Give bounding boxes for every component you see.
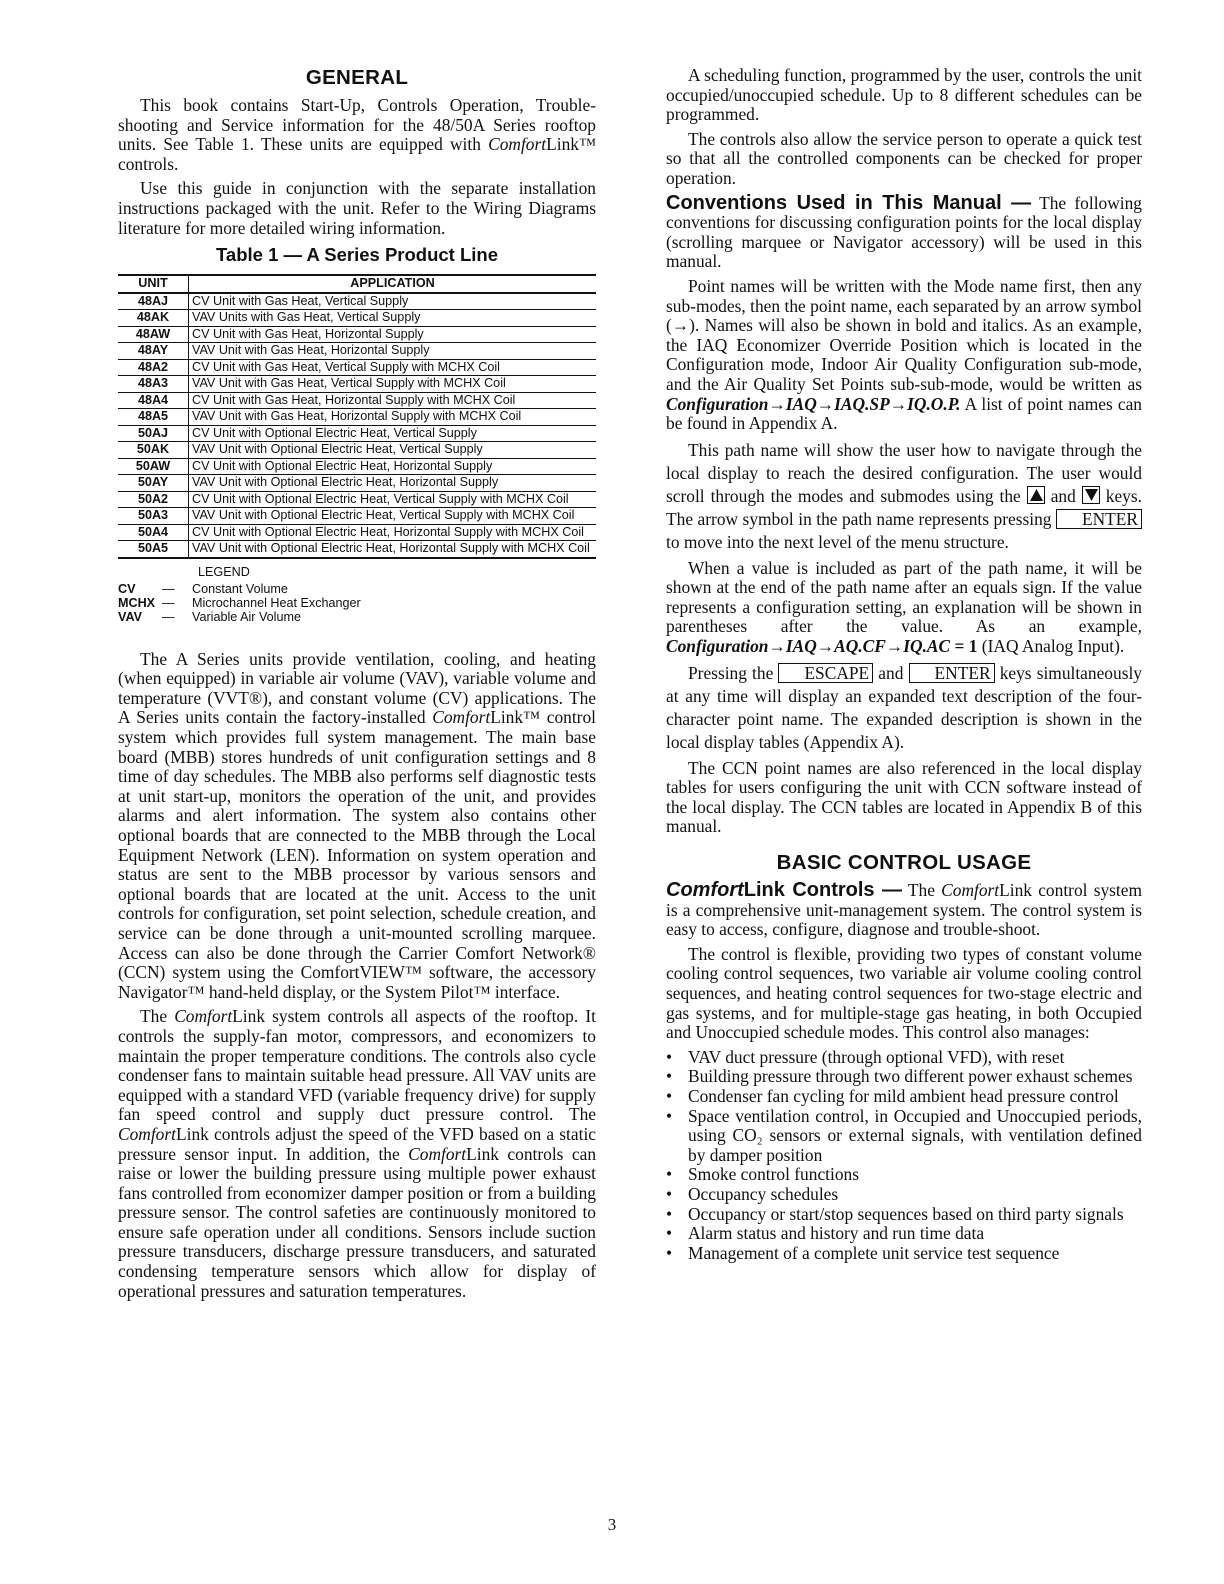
application-cell: CV Unit with Gas Heat, Horizontal Supply with MCHX Coil <box>189 392 597 409</box>
application-cell: CV Unit with Optional Electric Heat, Vertical Supply <box>189 425 597 442</box>
table-row <box>118 376 596 393</box>
legend-abbr: VAV <box>118 609 143 624</box>
enter-key: ENTER <box>909 663 995 683</box>
table-row <box>118 458 596 475</box>
unit-cell: 50A4 <box>118 524 189 541</box>
table-row <box>118 442 596 459</box>
table-row <box>118 359 596 376</box>
escape-enter-paragraph: Pressing the ESCAPE and ENTER keys simultaneously at any time will display an expanded text description of the four-character point name. The expanded description is shown in the local display tables (Appendix A). <box>666 662 1142 752</box>
series-overview-paragraph: The A Series units provide ventilation, cooling, and heating (when equipped) in variable air volume (VAV), variable volume and temperature (VVT®), and constant volume (CV) applications. The A Series units contain the factory-installed ComfortLink™ control system which provides full system management. The main base board (MBB) stores hundreds of unit configuration settings and 8 time of day schedules. The MBB also performs self diagnostic tests at unit start-up, monitors the operation of the unit, and provides alarms and alert information. The system also contains other optional boards that are connected to the MBB through the Local Equipment Network (LEN). Information on system operation and status are sent to the MBB processor by various sensors and optional boards that are located at the unit. Access to the unit controls for configuration, set point selection, schedule creation, and service can be done through a unit-mounted scrolling marquee. Access can also be done through the Carrier Comfort Network® (CCN) system using the ComfortVIEW™ software, the accessory Navigator™ hand-held display, or the System Pilot™ interface. <box>118 648 596 1002</box>
unit-cell: 50A3 <box>118 508 189 525</box>
unit-cell: 48AJ <box>118 293 189 310</box>
table-row <box>118 392 596 409</box>
list-item: • VAV duct pressure (through optional VFD), with reset <box>688 1048 1142 1068</box>
legend-title: LEGEND <box>198 564 250 579</box>
application-cell: VAV Unit with Optional Electric Heat, Vertical Supply <box>189 442 597 459</box>
table-body <box>118 293 596 558</box>
application-cell: VAV Unit with Gas Heat, Horizontal Supply <box>189 343 597 360</box>
table-legend <box>118 565 596 624</box>
list-item: • Alarm status and history and run time data <box>688 1224 1142 1244</box>
unit-cell: 50AW <box>118 458 189 475</box>
value-paragraph: When a value is included as part of the path name, it will be shown at the end of the path name after an equals sign. If the value represents a configuration setting, an explanation will be shown in parentheses after the value. As an example, Configuration→IAQ→AQ.CF→IQ.AC = 1 (IAQ Analog Input). <box>666 557 1142 657</box>
unit-cell: 48A5 <box>118 409 189 426</box>
legend-meaning: Constant Volume <box>192 581 288 596</box>
escape-key: ESCAPE <box>778 663 873 683</box>
unit-cell: 48AK <box>118 310 189 327</box>
product-line-table <box>118 274 596 559</box>
application-cell: VAV Unit with Optional Electric Heat, Horizontal Supply with MCHX Coil <box>189 541 597 558</box>
conventions-heading: Conventions Used in This Manual — <box>666 191 1032 214</box>
application-cell: CV Unit with Optional Electric Heat, Horizontal Supply with MCHX Coil <box>189 524 597 541</box>
unit-cell: 50AY <box>118 475 189 492</box>
unit-cell: 48AY <box>118 343 189 360</box>
control-flexible-paragraph: The control is flexible, providing two types of constant volume cooling control sequences, two variable air volume cooling control sequences, and heating control sequences for two-stage electric and gas systems, and for multiple-stage gas heating, in both Occupied and Unoccupied schedule modes. This control also manages: <box>666 943 1142 1043</box>
unit-column-header: UNIT <box>118 275 189 293</box>
list-item: • Occupancy or start/stop sequences based on third party signals <box>688 1205 1142 1225</box>
table-row <box>118 524 596 541</box>
table-header-row <box>118 275 596 293</box>
unit-cell: 48A3 <box>118 376 189 393</box>
unit-cell: 50A5 <box>118 541 189 558</box>
table-row <box>118 310 596 327</box>
quick-test-paragraph: The controls also allow the service person to operate a quick test so that all the controlled components can be checked for proper operation. <box>666 128 1142 188</box>
legend-meaning: Variable Air Volume <box>192 609 301 624</box>
application-cell: CV Unit with Gas Heat, Vertical Supply with MCHX Coil <box>189 359 597 376</box>
up-arrow-key-icon <box>1027 486 1045 504</box>
application-column-header: APPLICATION <box>189 275 597 293</box>
legend-row <box>118 596 596 610</box>
application-cell: VAV Unit with Gas Heat, Vertical Supply with MCHX Coil <box>189 376 597 393</box>
scheduling-paragraph: A scheduling function, programmed by the user, controls the unit occupied/unoccupied schedule. Up to 8 different schedules can be programmed. <box>666 65 1142 125</box>
enter-key: ENTER <box>1056 509 1142 529</box>
unit-cell: 50A2 <box>118 491 189 508</box>
managed-functions-list <box>666 1048 1142 1264</box>
legend-dash: — <box>162 581 175 596</box>
general-heading: GENERAL <box>305 66 409 89</box>
comfortlink-controls-heading: ComfortLink Controls — <box>666 879 902 902</box>
unit-cell: 48A4 <box>118 392 189 409</box>
path-navigation-paragraph: This path name will show the user how to navigate through the local display to reach the desired configuration. The user would scroll through the modes and submodes using the and keys. The arrow symbol in the path name represents pressing ENTER to move into the next level of the menu structure. <box>666 439 1142 552</box>
table-row <box>118 326 596 343</box>
table-row <box>118 409 596 426</box>
application-cell: VAV Unit with Gas Heat, Horizontal Supply with MCHX Coil <box>189 409 597 426</box>
legend-dash: — <box>162 609 175 624</box>
table-row <box>118 425 596 442</box>
list-item: • Space ventilation control, in Occupied and Unoccupied periods, using CO₂ sensors or external signals, with ventilation defined by damper position <box>688 1107 1142 1166</box>
application-cell: VAV Unit with Optional Electric Heat, Horizontal Supply <box>189 475 597 492</box>
right-column <box>666 66 1142 1263</box>
table-row <box>118 541 596 558</box>
legend-row <box>118 582 596 596</box>
general-paragraph-1: This book contains Start-Up, Controls Operation, Trouble-shooting and Service information for the 48/50A Series rooftop units. See Table 1. These units are equipped with ComfortLink™ controls. <box>118 95 596 174</box>
table-row <box>118 491 596 508</box>
application-cell: VAV Unit with Optional Electric Heat, Vertical Supply with MCHX Coil <box>189 508 597 525</box>
table-row <box>118 293 596 310</box>
general-paragraph-2: Use this guide in conjunction with the separate installation instructions packaged with the unit. Refer to the Wiring Diagrams literature for more detailed wiring information. <box>118 178 596 238</box>
list-item: • Building pressure through two different power exhaust schemes <box>688 1067 1142 1087</box>
page-number: 3 <box>607 1515 617 1534</box>
application-cell: CV Unit with Optional Electric Heat, Horizontal Supply <box>189 458 597 475</box>
down-arrow-key-icon <box>1082 486 1100 504</box>
point-names-paragraph: Point names will be written with the Mode name first, then any sub-modes, then the point name, each separated by an arrow symbol (→). Names will also be shown in bold and italics. As an example, the IAQ Economizer Override Position which is located in the Configuration mode, Indoor Air Quality Configuration sub-mode, and the Air Quality Set Points sub-sub-mode, would be written as Configuration→IAQ→IAQ.SP→IQ.O.P. A list of point names can be found in Appendix A. <box>666 275 1142 434</box>
legend-abbr: MCHX <box>118 595 156 610</box>
comfortlink-system-paragraph: The ComfortLink system controls all aspects of the rooftop. It controls the supply-fan motor, compressors, and economizers to maintain the proper temperature conditions. The controls also cycle condenser fans to maintain suitable head pressure. All VAV units are equipped with a standard VFD (variable frequency drive) for supply fan speed control and supply duct pressure control. The ComfortLink controls adjust the speed of the VFD based on a static pressure sensor input. In addition, the ComfortLink controls can raise or lower the building pressure using multiple power exhaust fans controlled from economizer damper position or from a building pressure sensor. The control safeties are continuously monitored to ensure safe operation under all conditions. Sensors include suction pressure transducers, discharge pressure transducers, and saturated condensing temperature sensors which allow for display of operational pressures and saturation temperatures. <box>118 1006 597 1301</box>
basic-control-usage-heading: BASIC CONTROL USAGE <box>776 851 1032 875</box>
unit-cell: 48AW <box>118 326 189 343</box>
table-row <box>118 475 596 492</box>
legend-dash: — <box>162 595 175 610</box>
list-item: • Management of a complete unit service test sequence <box>688 1244 1142 1264</box>
unit-cell: 50AK <box>118 442 189 459</box>
application-cell: CV Unit with Optional Electric Heat, Vertical Supply with MCHX Coil <box>189 491 597 508</box>
list-item: • Smoke control functions <box>688 1165 1142 1185</box>
table-title: Table 1 — A Series Product Line <box>215 244 499 266</box>
legend-abbr: CV <box>118 581 136 596</box>
table-row <box>118 508 596 525</box>
unit-cell: 50AJ <box>118 425 189 442</box>
application-cell: CV Unit with Gas Heat, Vertical Supply <box>189 293 597 310</box>
conventions-paragraph: Conventions Used in This Manual — The following conventions for discussing configuration points for the local display (scrolling marquee or Navigator accessory) will be used in this manual. <box>666 191 1143 272</box>
left-column <box>118 66 596 1306</box>
application-cell: CV Unit with Gas Heat, Horizontal Supply <box>189 326 597 343</box>
legend-meaning: Microchannel Heat Exchanger <box>192 595 361 610</box>
unit-cell: 48A2 <box>118 359 189 376</box>
comfortlink-controls-paragraph: ComfortLink Controls — The ComfortLink control system is a comprehensive unit-management system. The control system is easy to access, configure, diagnose and trouble-shoot. <box>666 879 1143 940</box>
list-item: • Occupancy schedules <box>688 1185 1142 1205</box>
ccn-paragraph: The CCN point names are also referenced in the local display tables for users configuring the unit with CCN software instead of the local display. The CCN tables are located in Appendix B of this manual. <box>666 757 1142 837</box>
list-item: • Condenser fan cycling for mild ambient head pressure control <box>688 1087 1142 1107</box>
table-row <box>118 343 596 360</box>
legend-row <box>118 610 596 624</box>
application-cell: VAV Units with Gas Heat, Vertical Supply <box>189 310 597 327</box>
